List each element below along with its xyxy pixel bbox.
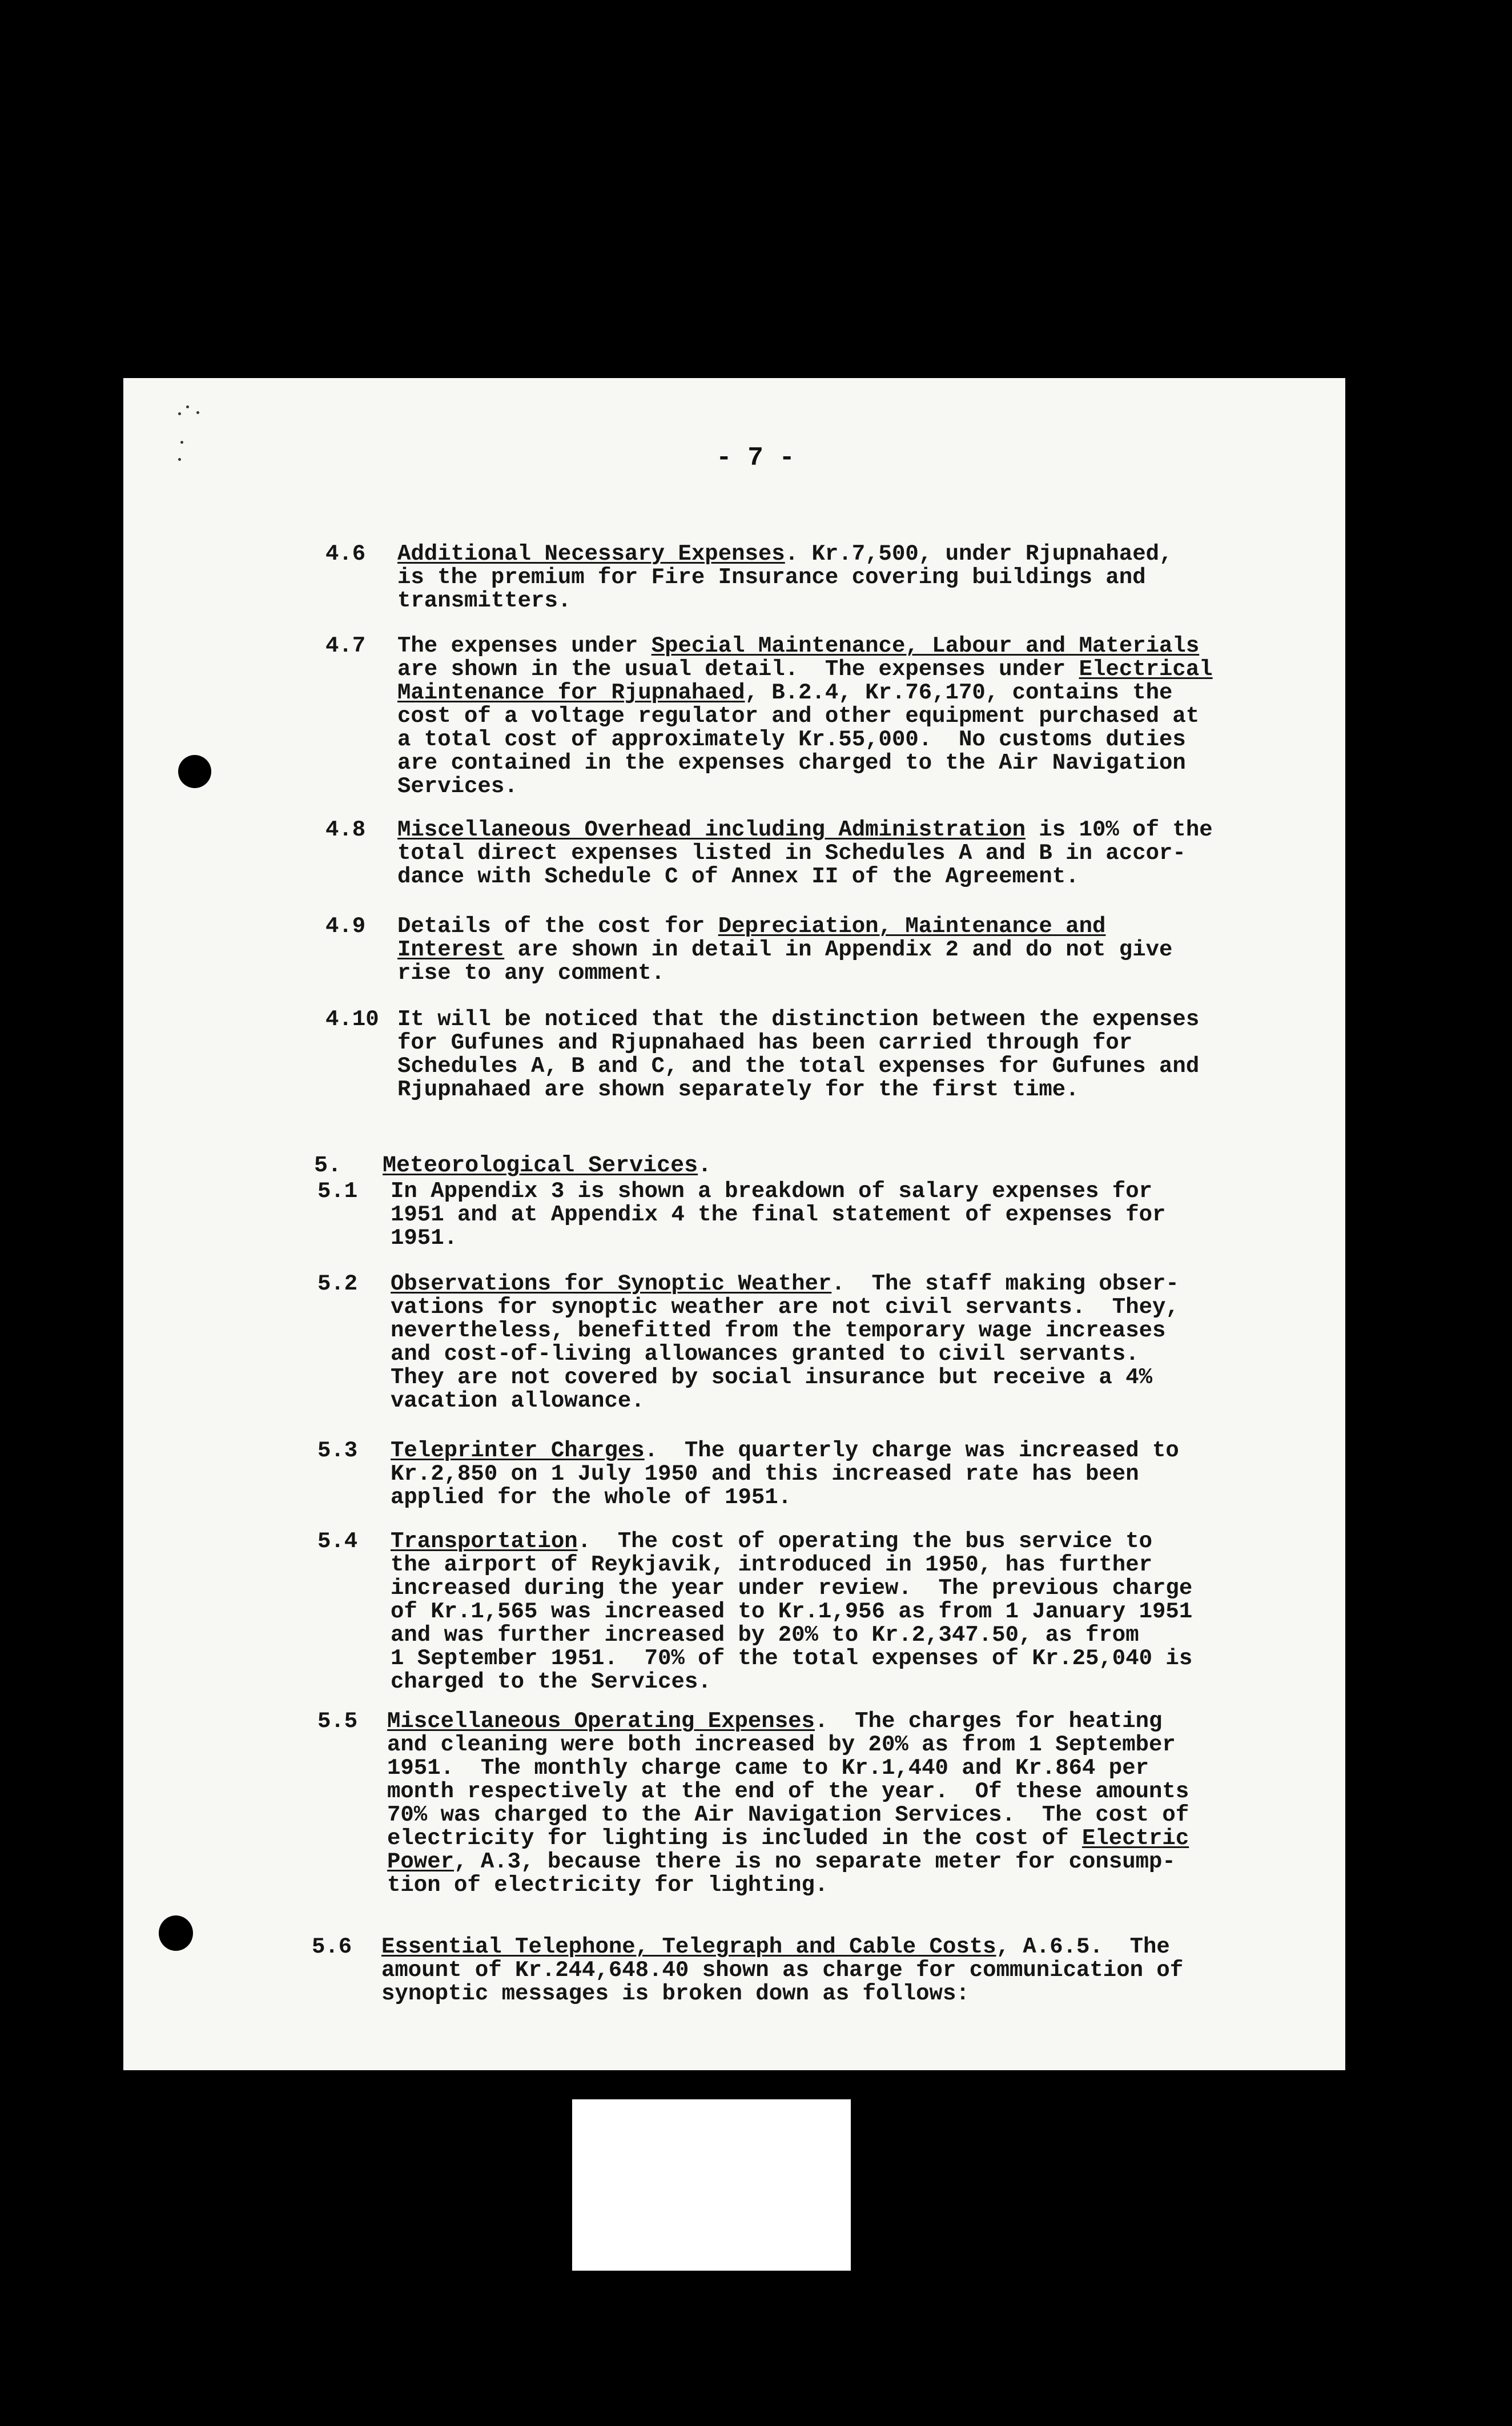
text-line — [391, 1439, 1179, 1463]
text-run: and cost-of-living allowances granted to civil servants. — [391, 1341, 1139, 1367]
text-run: 70% was charged to the Air Navigation Services. The cost of — [387, 1802, 1189, 1827]
margin-speck — [186, 405, 189, 408]
punch-hole-mark — [159, 1915, 193, 1951]
text-run: are shown in the usual detail. The expenses under — [397, 657, 1079, 682]
text-line — [397, 1055, 1199, 1078]
margin-speck — [196, 411, 199, 414]
paragraph-4-9 — [397, 915, 1172, 985]
underlined-heading: Essential Telephone, Telegraph and Cable Costs — [381, 1934, 996, 1959]
text-line — [387, 1710, 1189, 1733]
paragraph-number: 4.6 — [325, 541, 366, 567]
text-line — [391, 1624, 1192, 1647]
paragraph-number: 5.4 — [317, 1529, 358, 1554]
text-run: total direct expenses listed in Schedules A and B in accor- — [397, 841, 1186, 866]
text-run: Details of the cost for — [397, 914, 718, 939]
margin-speck — [180, 441, 183, 444]
underlined-heading: Miscellaneous Operating Expenses — [387, 1709, 815, 1734]
paragraph-4-7 — [397, 634, 1213, 798]
text-line — [391, 1670, 1192, 1694]
text-line — [387, 1757, 1189, 1780]
underlined-heading: Teleprinter Charges — [391, 1438, 645, 1463]
section-heading-number: 5. — [314, 1153, 342, 1179]
page-number: - 7 - — [716, 443, 795, 473]
underlined-heading: Miscellaneous Overhead including Administration — [397, 817, 1026, 842]
text-run: Kr.2,850 on 1 July 1950 and this increased rate has been — [391, 1461, 1139, 1487]
text-line — [387, 1850, 1189, 1874]
text-line — [397, 962, 1172, 985]
text-run: nevertheless, benefitted from the temporary wage increases — [391, 1318, 1166, 1343]
text-run: is the premium for Fire Insurance covering buildings and — [397, 565, 1146, 590]
text-line — [391, 1389, 1179, 1413]
text-run: rise to any comment. — [397, 961, 665, 986]
text-run: The expenses under — [397, 633, 652, 658]
text-run: and was further increased by 20% to Kr.2,347.50, as from — [391, 1622, 1139, 1648]
text-run: , A.6.5. The — [996, 1934, 1170, 1959]
paragraph-5-1 — [391, 1180, 1165, 1250]
text-line — [397, 1008, 1199, 1031]
section-heading-tail: . — [698, 1153, 712, 1179]
text-line — [387, 1827, 1189, 1850]
margin-speck — [178, 458, 181, 461]
underlined-heading: Electric — [1082, 1826, 1189, 1851]
text-run: Rjupnahaed are shown separately for the first time. — [397, 1077, 1079, 1102]
text-line — [397, 589, 1172, 613]
paragraph-number: 4.7 — [325, 633, 366, 658]
text-line — [391, 1553, 1192, 1577]
text-line — [391, 1227, 1165, 1250]
text-run: . The cost of operating the bus service to — [577, 1529, 1153, 1554]
text-run: Schedules A, B and C, and the total expenses for Gufunes and — [397, 1054, 1200, 1079]
section-heading-title: Meteorological Services — [383, 1153, 698, 1179]
text-line — [397, 658, 1213, 681]
paragraph-4-8 — [397, 818, 1213, 889]
text-line — [391, 1600, 1192, 1624]
text-run: . The charges for heating — [814, 1709, 1163, 1734]
text-run: vations for synoptic weather are not civil servants. They, — [391, 1295, 1179, 1320]
paragraph-5-6 — [381, 1935, 1183, 2006]
text-run: charged to the Services. — [391, 1669, 711, 1694]
underlined-heading: Electrical — [1079, 657, 1213, 682]
text-run: a total cost of approximately Kr.55,000. No customs duties — [397, 727, 1186, 752]
text-line — [397, 705, 1213, 728]
text-line — [391, 1343, 1179, 1366]
text-run: synoptic messages is broken down as follows: — [381, 1981, 970, 2006]
text-run: is 10% of the — [1025, 817, 1213, 842]
punch-hole-mark — [178, 755, 211, 788]
text-line — [397, 634, 1213, 658]
paragraph-5-4 — [391, 1530, 1192, 1694]
text-line — [391, 1203, 1165, 1227]
paragraph-4-10 — [397, 1008, 1199, 1102]
text-run: Services. — [397, 774, 518, 799]
text-run: for Gufunes and Rjupnahaed has been carried through for — [397, 1030, 1133, 1055]
text-line — [381, 1982, 1183, 2006]
underlined-heading: Observations for Synoptic Weather — [391, 1271, 832, 1296]
paragraph-number: 4.9 — [325, 914, 366, 939]
text-line — [397, 775, 1213, 798]
underlined-heading: Power — [387, 1849, 455, 1874]
text-line — [397, 752, 1213, 775]
text-run: amount of Kr.244,648.40 shown as charge for communication of — [381, 1958, 1184, 1983]
underlined-heading: Depreciation, Maintenance and — [718, 914, 1106, 939]
text-run: month respectively at the end of the year. Of these amounts — [387, 1779, 1189, 1804]
text-line — [391, 1180, 1165, 1203]
text-run: . The staff making obser- — [831, 1271, 1179, 1296]
paragraph-number: 5.2 — [317, 1271, 358, 1296]
paragraph-number: 5.5 — [317, 1709, 358, 1734]
text-run: In Appendix 3 is shown a breakdown of salary expenses for — [391, 1179, 1153, 1204]
text-line — [381, 1959, 1183, 1982]
paragraph-5-3 — [391, 1439, 1179, 1509]
text-run: It will be noticed that the distinction between the expenses — [397, 1007, 1200, 1032]
text-line — [387, 1733, 1189, 1757]
paragraph-5-2 — [391, 1272, 1179, 1413]
text-run: tion of electricity for lighting. — [387, 1873, 829, 1898]
paragraph-number: 4.10 — [325, 1007, 379, 1032]
text-run: applied for the whole of 1951. — [391, 1485, 792, 1510]
text-line — [391, 1319, 1179, 1343]
text-line — [397, 681, 1213, 705]
document-page — [123, 378, 1345, 2070]
text-line — [397, 1078, 1199, 1102]
underlined-heading: Additional Necessary Expenses — [397, 541, 785, 567]
text-run: . Kr.7,500, under Rjupnahaed, — [785, 541, 1173, 567]
white-card — [572, 2099, 851, 2271]
text-line — [391, 1530, 1192, 1553]
text-run: electricity for lighting is included in the cost of — [387, 1826, 1082, 1851]
text-line — [387, 1874, 1189, 1897]
paragraph-number: 5.3 — [317, 1438, 358, 1463]
text-run: , B.2.4, Kr.76,170, contains the — [745, 680, 1173, 705]
text-line — [391, 1577, 1192, 1600]
text-line — [397, 842, 1213, 865]
paragraph-number: 5.6 — [312, 1934, 352, 1959]
underlined-heading: Transportation — [391, 1529, 578, 1554]
text-run: and cleaning were both increased by 20% as from 1 September — [387, 1732, 1176, 1757]
text-line — [397, 818, 1213, 842]
text-line — [387, 1780, 1189, 1804]
text-line — [387, 1804, 1189, 1827]
text-line — [391, 1296, 1179, 1319]
text-run: increased during the year under review. The previous charge — [391, 1576, 1193, 1601]
text-run: 1951. The monthly charge came to Kr.1,440 and Kr.864 per — [387, 1756, 1149, 1781]
text-line — [391, 1486, 1179, 1509]
text-run: transmitters. — [397, 588, 572, 613]
underlined-heading: Maintenance for Rjupnahaed — [397, 680, 745, 705]
text-run: , A.3, because there is no separate meter for consump- — [454, 1849, 1176, 1874]
text-run: . The quarterly charge was increased to — [644, 1438, 1179, 1463]
text-run: 1 September 1951. 70% of the total expenses of Kr.25,040 is — [391, 1646, 1193, 1671]
text-line — [391, 1366, 1179, 1389]
paragraph-5-5 — [387, 1710, 1189, 1897]
text-line — [397, 1031, 1199, 1055]
paragraph-4-6 — [397, 543, 1172, 613]
text-line — [391, 1647, 1192, 1670]
text-line — [397, 915, 1172, 938]
text-line — [391, 1463, 1179, 1486]
margin-speck — [178, 412, 181, 415]
text-line — [381, 1935, 1183, 1959]
text-line — [397, 865, 1213, 889]
text-line — [397, 938, 1172, 962]
text-run: of Kr.1,565 was increased to Kr.1,956 as from 1 January 1951 — [391, 1599, 1193, 1624]
text-run: 1951. — [391, 1226, 458, 1251]
text-run: are contained in the expenses charged to the Air Navigation — [397, 750, 1186, 776]
paragraph-number: 4.8 — [325, 817, 366, 842]
paragraph-number: 5.1 — [317, 1179, 358, 1204]
underlined-heading: Special Maintenance, Labour and Materials — [651, 633, 1200, 658]
text-run: the airport of Reykjavik, introduced in 1950, has further — [391, 1552, 1153, 1577]
text-run: 1951 and at Appendix 4 the final statement of expenses for — [391, 1202, 1166, 1227]
text-run: cost of a voltage regulator and other equipment purchased at — [397, 704, 1200, 729]
text-run: dance with Schedule C of Annex II of the Agreement. — [397, 864, 1079, 889]
underlined-heading: Interest — [397, 937, 505, 962]
text-line — [397, 728, 1213, 752]
text-run: They are not covered by social insurance but receive a 4% — [391, 1365, 1153, 1390]
text-line — [391, 1272, 1179, 1296]
text-line — [397, 566, 1172, 589]
text-run: vacation allowance. — [391, 1388, 645, 1413]
text-run: are shown in detail in Appendix 2 and do not give — [504, 937, 1173, 962]
text-line — [397, 543, 1172, 566]
